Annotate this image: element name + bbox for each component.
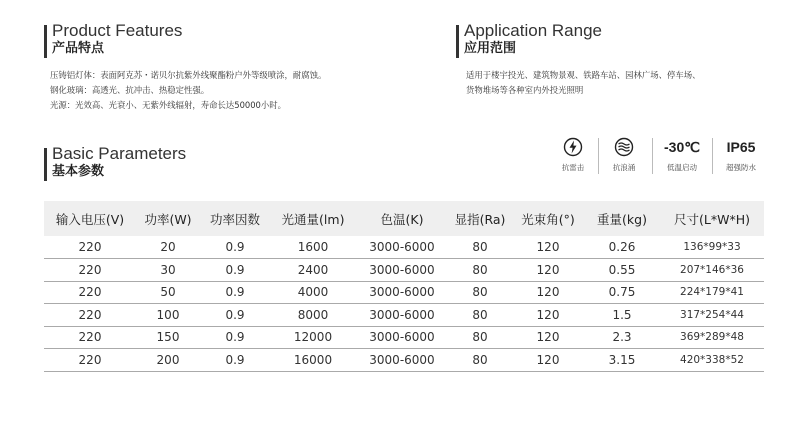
cell-power: 150	[136, 326, 200, 349]
cell-weight: 2.3	[584, 326, 660, 349]
lightning-protection-badge	[556, 136, 590, 173]
application-line: 适用于楼宇投光、建筑物景观、铁路车站、园林广场、停车场、	[466, 70, 701, 80]
table-header-row	[44, 201, 764, 236]
header-power: 功率(W)	[144, 211, 192, 227]
table-row	[44, 304, 764, 327]
cell-power-factor: 0.9	[200, 304, 270, 327]
cell-beam-angle: 120	[512, 281, 584, 304]
cell-power: 30	[136, 259, 200, 282]
cell-voltage: 220	[44, 259, 136, 282]
icon-divider	[712, 138, 713, 174]
cell-power: 50	[136, 281, 200, 304]
cell-power: 100	[136, 304, 200, 327]
cell-weight: 0.26	[584, 236, 660, 259]
cell-cri: 80	[448, 236, 512, 259]
surge-icon	[614, 137, 634, 157]
cell-color-temp: 3000-6000	[356, 304, 448, 327]
cell-power: 20	[136, 236, 200, 259]
cell-luminous-flux: 12000	[270, 326, 356, 349]
cell-voltage: 220	[44, 304, 136, 327]
cell-luminous-flux: 8000	[270, 304, 356, 327]
header-dimensions: 尺寸(L*W*H)	[674, 211, 750, 227]
cell-luminous-flux: 1600	[270, 236, 356, 259]
header-color-temp: 色温(K)	[380, 211, 424, 227]
application-range-heading	[456, 22, 602, 57]
low-temp-label: 低温启动	[667, 163, 697, 172]
cell-dimensions: 420*338*52	[660, 349, 764, 372]
header-weight: 重量(kg)	[597, 211, 647, 227]
product-features-title-en: Product Features	[52, 21, 183, 40]
cell-power-factor: 0.9	[200, 326, 270, 349]
cell-voltage: 220	[44, 236, 136, 259]
cell-cri: 80	[448, 326, 512, 349]
product-features-text	[50, 68, 326, 113]
icon-divider	[652, 138, 653, 174]
cell-color-temp: 3000-6000	[356, 259, 448, 282]
cell-cri: 80	[448, 349, 512, 372]
table-row	[44, 259, 764, 282]
cell-voltage: 220	[44, 349, 136, 372]
cell-power: 200	[136, 349, 200, 372]
header-beam-angle: 光束角(°)	[521, 211, 575, 227]
basic-parameters-heading	[44, 145, 186, 180]
surge-protection-badge	[606, 136, 642, 173]
cell-weight: 0.75	[584, 281, 660, 304]
cell-cri: 80	[448, 259, 512, 282]
feature-line: 钢化玻璃：高透光、抗冲击、热稳定性强。	[50, 85, 210, 95]
cell-beam-angle: 120	[512, 326, 584, 349]
cell-beam-angle: 120	[512, 259, 584, 282]
header-input-voltage: 输入电压(V)	[55, 211, 125, 227]
table-row	[44, 281, 764, 304]
cell-luminous-flux: 16000	[270, 349, 356, 372]
lightning-protection-label: 抗雷击	[561, 163, 585, 172]
cell-weight: 1.5	[584, 304, 660, 327]
application-range-title-cn: 应用范围	[464, 41, 517, 56]
cell-dimensions: 207*146*36	[660, 259, 764, 282]
header-luminous-flux: 光通量(lm)	[281, 211, 345, 227]
feature-icons	[556, 136, 766, 176]
application-range-title-en: Application Range	[464, 21, 602, 40]
waterproof-label: 超强防水	[726, 163, 756, 172]
cell-beam-angle: 120	[512, 349, 584, 372]
cell-weight: 3.15	[584, 349, 660, 372]
cell-color-temp: 3000-6000	[356, 349, 448, 372]
header-power-factor: 功率因数	[209, 211, 260, 227]
cell-cri: 80	[448, 281, 512, 304]
icon-divider	[598, 138, 599, 174]
cell-voltage: 220	[44, 326, 136, 349]
feature-line: 光源：光效高、光衰小、无紫外线辐射，寿命长达50000小时。	[50, 100, 287, 110]
cell-weight: 0.55	[584, 259, 660, 282]
application-range-text	[466, 68, 701, 98]
low-temp-start-badge	[660, 136, 704, 173]
product-features-title-cn: 产品特点	[52, 41, 105, 56]
cell-cri: 80	[448, 304, 512, 327]
cell-color-temp: 3000-6000	[356, 281, 448, 304]
lightning-icon	[563, 137, 583, 157]
cell-luminous-flux: 4000	[270, 281, 356, 304]
basic-parameters-title-en: Basic Parameters	[52, 144, 187, 163]
cell-power-factor: 0.9	[200, 259, 270, 282]
cell-power-factor: 0.9	[200, 281, 270, 304]
product-features-heading	[44, 22, 182, 57]
table-row	[44, 326, 764, 349]
basic-parameters-title-cn: 基本参数	[52, 164, 105, 179]
cell-dimensions: 369*289*48	[660, 326, 764, 349]
table-row	[44, 349, 764, 372]
application-line: 货物堆场等各种室内外投光照明	[466, 85, 584, 95]
cell-color-temp: 3000-6000	[356, 236, 448, 259]
ip-rating-value: IP65	[726, 139, 756, 155]
feature-line: 压铸铝灯体：表面阿克苏・诺贝尔抗紫外线聚酯粉户外等级喷涂，耐腐蚀。	[50, 70, 327, 80]
low-temp-value: -30℃	[664, 138, 700, 155]
cell-luminous-flux: 2400	[270, 259, 356, 282]
parameters-table	[44, 201, 764, 372]
cell-power-factor: 0.9	[200, 349, 270, 372]
cell-power-factor: 0.9	[200, 236, 270, 259]
cell-color-temp: 3000-6000	[356, 326, 448, 349]
table-row	[44, 236, 764, 259]
header-cri: 显指(Ra)	[454, 211, 506, 227]
cell-beam-angle: 120	[512, 304, 584, 327]
waterproof-badge	[720, 136, 762, 173]
cell-dimensions: 317*254*44	[660, 304, 764, 327]
cell-dimensions: 224*179*41	[660, 281, 764, 304]
surge-protection-label: 抗浪涌	[612, 163, 636, 172]
cell-dimensions: 136*99*33	[660, 236, 764, 259]
cell-beam-angle: 120	[512, 236, 584, 259]
cell-voltage: 220	[44, 281, 136, 304]
